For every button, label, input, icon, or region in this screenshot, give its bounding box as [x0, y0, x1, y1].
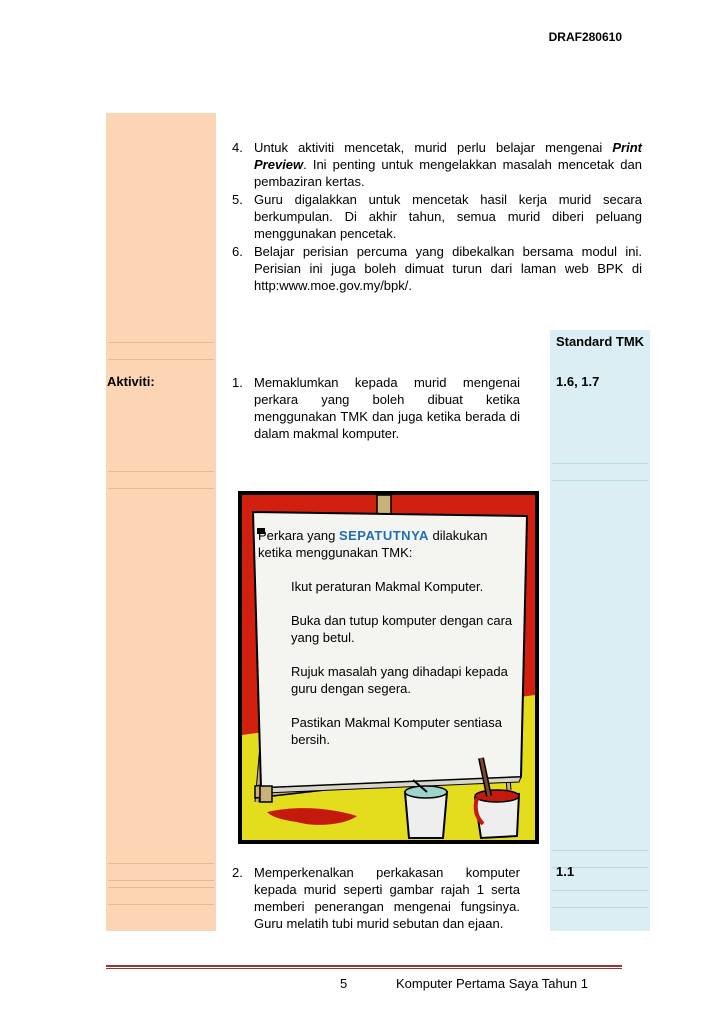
column-divider	[108, 887, 214, 905]
right-column-shading	[550, 330, 650, 931]
column-divider	[552, 463, 648, 481]
teaching-tips-list	[232, 139, 642, 295]
column-divider	[552, 890, 648, 908]
item-number: 2.	[232, 865, 243, 880]
activity-2-standard: 1.1	[556, 864, 575, 879]
emphasis-text: SEPATUTNYA	[338, 528, 429, 543]
activity-label: Aktiviti:	[107, 374, 155, 389]
list-item	[232, 139, 642, 190]
footer-rule	[106, 968, 622, 969]
item-text: Memperkenalkan perkakasan komputer kepada murid seperti gambar rajah 1 serta memberi penerangan mengenai fungsinya. Guru melatih tubi murid sebutan dan ejaan.	[254, 865, 520, 931]
item-text: . Ini penting untuk mengelakkan masalah mencetak dan pembaziran kertas.	[254, 157, 642, 189]
activity-2	[232, 864, 520, 933]
board-rule: Buka dan tutup komputer dengan cara yang betul.	[291, 613, 513, 645]
list-item	[232, 243, 642, 294]
document-code: DRAF280610	[548, 30, 622, 44]
item-number: 6.	[232, 244, 243, 259]
activity-1-standard: 1.6, 1.7	[556, 374, 600, 389]
item-number: 5.	[232, 192, 243, 207]
board-rule: Rujuk masalah yang dihadapi kepada guru dengan segera.	[291, 664, 508, 696]
item-number: 4.	[232, 140, 243, 155]
emphasis-text: Print Preview	[254, 140, 642, 172]
board-intro	[258, 527, 518, 561]
intro-text: Perkara yang	[258, 528, 339, 543]
page-number: 5	[340, 976, 348, 991]
footer-rule	[106, 965, 622, 967]
item-text: Untuk aktiviti mencetak, murid perlu belajar mengenai	[254, 140, 613, 155]
left-column-shading	[106, 113, 216, 931]
list-item	[232, 374, 520, 442]
board-note	[258, 527, 518, 748]
column-divider	[108, 471, 214, 489]
footer-title: Komputer Pertama Saya Tahun 1	[396, 976, 588, 991]
activity-1	[232, 374, 520, 443]
item-text: Belajar perisian percuma yang dibekalkan bersama modul ini. Perisian ini juga boleh dimuat turun dari laman web BPK di http:www.moe.gov.my/bpk/.	[254, 244, 642, 293]
list-item	[232, 864, 520, 932]
intro-text: dilakukan ketika menggunakan TMK:	[258, 528, 488, 560]
item-text: Memaklumkan kepada murid mengenai perkara yang boleh dibuat ketika menggunakan TMK dan juga ketika berada di dalam makmal komputer.	[254, 375, 520, 441]
list-item	[232, 191, 642, 242]
paint-bucket-icon	[405, 792, 447, 838]
board-rule: Ikut peraturan Makmal Komputer.	[291, 579, 484, 594]
board-rule: Pastikan Makmal Komputer sentiasa bersih.	[291, 715, 502, 747]
item-text: Guru digalakkan untuk mencetak hasil kerja murid secara berkumpulan. Di akhir tahun, semua murid diberi peluang menggunakan pencetak.	[254, 192, 642, 241]
column-divider	[108, 863, 214, 881]
column-divider	[108, 342, 214, 360]
standard-tmk-header: Standard TMK	[555, 334, 645, 349]
item-number: 1.	[232, 375, 243, 390]
